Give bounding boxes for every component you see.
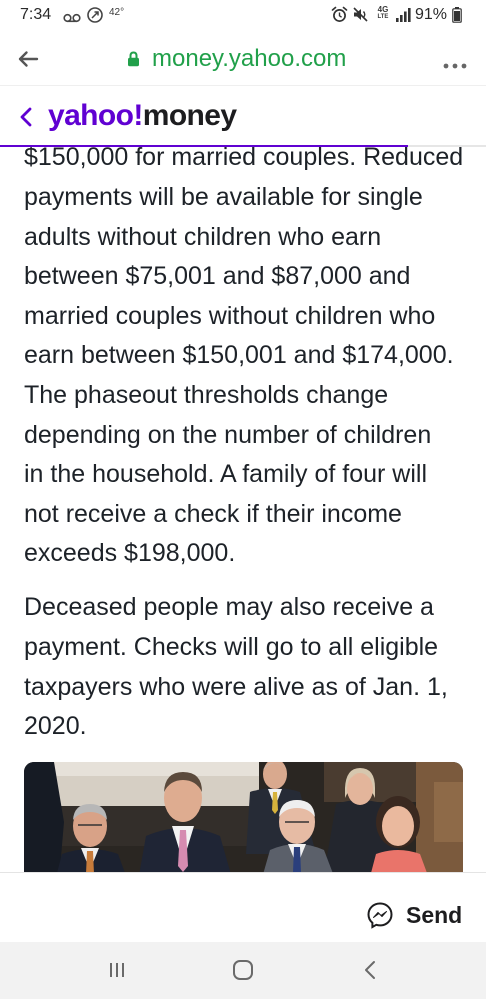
voicemail-icon [63,10,81,28]
mute-icon [352,6,369,28]
bottom-toolbar [0,872,486,942]
logo-money: money [142,99,237,132]
article-text-line: married couples without children who [24,301,436,330]
article-text-line: payment. Checks will go to all eligible [24,632,439,661]
yahoo-money-logo[interactable] [48,96,236,136]
back-arrow-icon[interactable] [16,47,40,71]
article-text-line: payments will be available for single [24,183,423,211]
chevron-left-icon[interactable] [17,106,35,128]
battery-percentage: 91% [415,6,448,23]
more-options-icon[interactable] [442,56,468,64]
article-paragraph [24,588,479,746]
article-text-line: Deceased people may also receive a [24,593,434,622]
article-paragraph [24,147,479,574]
send-label: Send [406,902,463,928]
battery-icon [452,7,462,28]
article-text-line: depending on the number of children [24,420,432,449]
signal-icon [395,7,412,27]
article-body [0,147,486,872]
home-icon[interactable] [223,956,263,984]
send-button[interactable] [366,901,466,929]
article-text-line: taxpayers who were alive as of Jan. 1, [24,672,448,701]
article-photo [24,762,463,872]
article-text-line: earn between $150,001 and $174,000. [24,341,454,370]
site-header [0,86,486,147]
article-text-line: exceeds $198,000. [24,539,236,568]
messenger-icon [366,901,394,934]
article-text-line: 2020. [24,712,87,741]
lock-icon [127,51,140,72]
browser-address-bar [0,33,486,86]
recent-apps-icon[interactable] [97,956,137,984]
article-text-line: between $75,001 and $87,000 and [24,262,411,291]
system-navigation-bar [0,942,486,999]
network-type-top: 4G [377,5,389,14]
network-type [372,6,394,21]
article-text-line: adults without children who earn [24,222,382,251]
network-type-bottom: LTE [377,14,389,20]
url-field[interactable]: money.yahoo.com [152,45,347,72]
status-temperature: 42° [109,7,125,18]
back-icon[interactable] [350,956,390,984]
article-text-line: The phaseout thresholds change [24,380,389,409]
article-text-line: not receive a check if their income [24,499,402,528]
article-text-line: $150,000 for married couples. Reduced [24,147,464,172]
data-saver-icon [86,6,104,29]
logo-yahoo: yahoo! [48,99,143,132]
status-bar [0,0,486,32]
alarm-icon [331,6,348,28]
status-time: 7:34 [20,6,52,23]
article-text-line: in the household. A family of four will [24,460,428,489]
